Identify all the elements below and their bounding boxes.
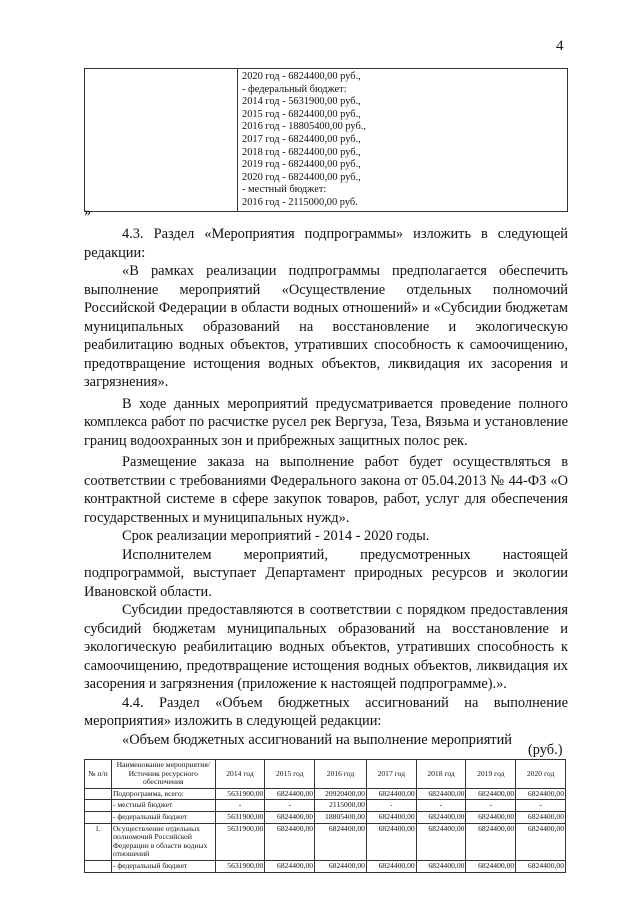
header-cell: 2017 год — [366, 760, 416, 789]
paragraph-table-title: «Объем бюджетных ассигнований на выполнение мероприятий — [122, 731, 513, 748]
value-cell: 6824400,00 — [265, 811, 315, 823]
value-cell: 6824400,00 — [466, 860, 516, 872]
table-row — [85, 860, 566, 872]
funding-line: 2017 год - 6824400,00 руб., — [242, 133, 361, 145]
value-cell: 5631900,00 — [215, 811, 265, 823]
funding-line: - федеральный бюджет: — [242, 83, 347, 95]
paragraph-procurement: Размещение заказа на выполнение работ будет осуществляться в соответствии с требованиями Федерального закона от 05.04.2013 № 44-ФЗ «О контрактной системе в сфере закупок товаров, работ, услуг для обеспечения государственных и муниципальных нужд». — [84, 454, 568, 526]
closing-quote: » — [84, 205, 91, 220]
value-cell: 6824400,00 — [366, 860, 416, 872]
paragraph-4-3: 4.3. Раздел «Мероприятия подпрограммы» изложить в следующей редакции: — [84, 226, 568, 261]
value-cell: 6824400,00 — [416, 788, 466, 800]
value-cell: 6824400,00 — [265, 823, 315, 860]
row-number-cell — [85, 860, 112, 872]
funding-line: 2016 год - 2115000,00 руб. — [242, 196, 358, 208]
value-cell: 6824400,00 — [366, 788, 416, 800]
body-text — [84, 225, 568, 749]
value-cell: 6824400,00 — [265, 860, 315, 872]
table-row — [85, 823, 566, 860]
header-cell: 2015 год — [265, 760, 315, 789]
header-cell: 2019 год — [466, 760, 516, 789]
funding-line: 2015 год - 6824400,00 руб., — [242, 108, 361, 120]
value-cell: 6824400,00 — [366, 811, 416, 823]
paragraph-works: В ходе данных мероприятий предусматривается проведение полного комплекса работ по расчистке русел рек Вергуза, Теза, Вязьма и установление границ водоохранных зон и прибрежных защитных полос рек. — [84, 395, 568, 449]
value-cell: 18805400,00 — [315, 811, 367, 823]
value-cell: 6824400,00 — [516, 823, 566, 860]
value-cell: - — [516, 800, 566, 812]
table-row — [85, 800, 566, 812]
header-cell: 2018 год — [416, 760, 466, 789]
value-cell: - — [466, 800, 516, 812]
value-cell: 5631900,00 — [215, 788, 265, 800]
value-cell: 6824400,00 — [516, 860, 566, 872]
value-cell: 6824400,00 — [466, 811, 516, 823]
row-name-cell: - федеральный бюджет — [111, 811, 215, 823]
table-row — [85, 811, 566, 823]
row-name-cell: - местный бюджет — [111, 800, 215, 812]
value-cell: 20920400,00 — [315, 788, 367, 800]
row-number-cell: 1. — [85, 823, 112, 860]
budget-table — [84, 759, 566, 873]
funding-line: 2019 год - 6824400,00 руб., — [242, 159, 361, 171]
value-cell: 6824400,00 — [416, 860, 466, 872]
value-cell: 6824400,00 — [366, 823, 416, 860]
value-cell: 6824400,00 — [315, 823, 367, 860]
paragraph-executor: Исполнителем мероприятий, предусмотренных настоящей подпрограммой, выступает Департамент природных ресурсов и экологии Ивановской области. — [84, 546, 568, 600]
value-cell: 6824400,00 — [466, 823, 516, 860]
paragraph-subsidies: Субсидии предоставляются в соответствии с порядком предоставления субсидий бюджетам муниципальных образований на восстановление и экологическую реабилитацию водных объектов, утративших способность к самоочищению, предотвращение истощения водных объектов, ликвидация их засорения и загрязнения (приложение к настоящей подпрограмме).». — [84, 602, 568, 692]
row-name-cell: - федеральный бюджет — [111, 860, 215, 872]
value-cell: 2115000,00 — [315, 800, 367, 812]
paragraph-activities: «В рамках реализации подпрограммы предполагается обеспечить выполнение мероприятий «Осуществление отдельных полномочий Российской Федерации в области водных отношений» и «Субсидии бюджетам муниципальных образований на восстановление и экологическую реабилитацию водных объектов, утративших способность к самоочищению, предотвращение истощения водных объектов, ликвидация их засорения и загрязнения». — [84, 263, 568, 390]
empty-label-cell — [85, 69, 238, 212]
funding-line: 2020 год - 6824400,00 руб., — [242, 71, 361, 82]
value-cell: 6824400,00 — [466, 788, 516, 800]
header-cell: 2016 год — [315, 760, 367, 789]
row-name-cell: Осуществление отдельных полномочий Российской Федерации в области водных отношений — [111, 823, 215, 860]
funding-sources-table — [84, 68, 568, 212]
paragraph-period: Срок реализации мероприятий - 2014 - 2020 годы. — [122, 528, 430, 544]
value-cell: - — [366, 800, 416, 812]
header-cell: 2014 год — [215, 760, 265, 789]
paragraph-4-4: 4.4. Раздел «Объем бюджетных ассигнований на выполнение мероприятия» изложить в следующей редакции: — [84, 694, 568, 729]
header-cell: № п/п — [85, 760, 112, 789]
row-number-cell — [85, 788, 112, 800]
header-cell: 2020 год — [516, 760, 566, 789]
funding-lines-cell — [238, 69, 568, 212]
value-cell: 6824400,00 — [265, 788, 315, 800]
row-name-cell: Подпрограмма, всего: — [111, 788, 215, 800]
value-cell: - — [215, 800, 265, 812]
funding-line: - местный бюджет: — [242, 184, 327, 196]
table-row — [85, 788, 566, 800]
row-number-cell — [85, 811, 112, 823]
funding-line: 2018 год - 6824400,00 руб., — [242, 146, 361, 158]
value-cell: 5631900,00 — [215, 860, 265, 872]
value-cell: - — [416, 800, 466, 812]
value-cell: - — [265, 800, 315, 812]
value-cell: 6824400,00 — [315, 860, 367, 872]
value-cell: 6824400,00 — [516, 788, 566, 800]
value-cell: 6824400,00 — [416, 811, 466, 823]
funding-line: 2016 год - 18805400,00 руб., — [242, 121, 366, 133]
currency-unit: (руб.) — [528, 742, 563, 758]
page-number: 4 — [556, 38, 564, 54]
header-cell: Наименование мероприятия/Источник ресурсного обеспечения — [111, 760, 215, 789]
funding-line: 2020 год - 6824400,00 руб., — [242, 171, 361, 183]
value-cell: 5631900,00 — [215, 823, 265, 860]
funding-line: 2014 год - 5631900,00 руб., — [242, 96, 361, 108]
value-cell: 6824400,00 — [416, 823, 466, 860]
budget-table-header — [85, 760, 566, 789]
row-number-cell — [85, 800, 112, 812]
value-cell: 6824400,00 — [516, 811, 566, 823]
